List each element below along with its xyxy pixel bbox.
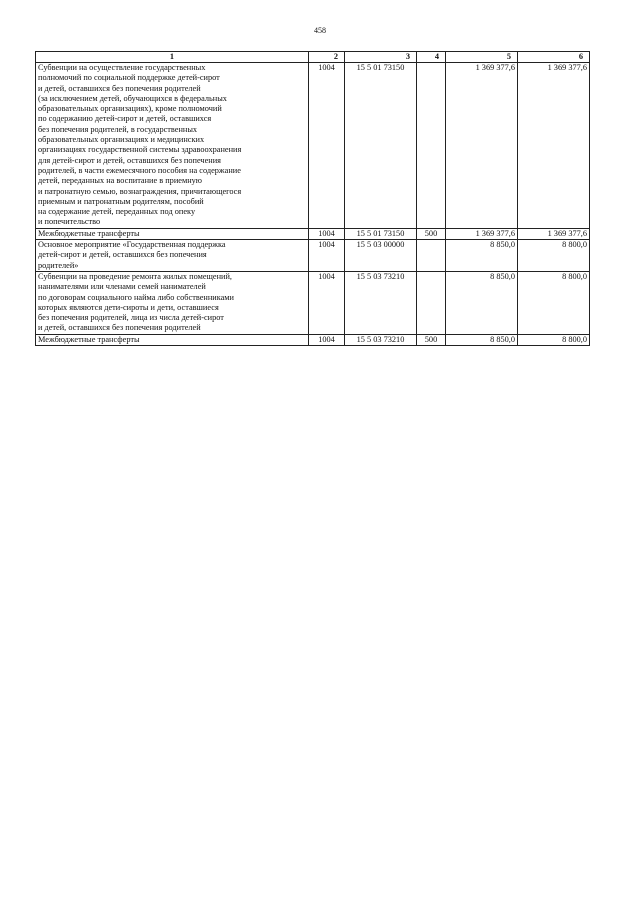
page-number: 458: [314, 26, 326, 35]
row-expense-type: [417, 63, 446, 229]
row-target-code: 15 5 03 73210: [345, 271, 417, 334]
row-name: Основное мероприятие «Государственная поддержка детей-сирот и детей, оставшихся без попечения родителей»: [36, 240, 309, 272]
row-amount-1: 1 369 377,6: [446, 228, 518, 239]
header-col-5: 5: [446, 52, 518, 63]
header-col-4: 4: [417, 52, 446, 63]
table-row: [36, 334, 590, 345]
row-amount-1: 1 369 377,6: [446, 63, 518, 229]
row-section: 1004: [309, 334, 345, 345]
row-amount-2: 1 369 377,6: [518, 228, 590, 239]
header-col-3: 3: [345, 52, 417, 63]
row-amount-1: 8 850,0: [446, 240, 518, 272]
row-name: Межбюджетные трансферты: [36, 334, 309, 345]
table-row: [36, 228, 590, 239]
header-col-1: 1: [36, 52, 309, 63]
table-row: [36, 63, 590, 229]
table-row: [36, 240, 590, 272]
row-expense-type: 500: [417, 334, 446, 345]
row-amount-2: 8 800,0: [518, 334, 590, 345]
header-row: [36, 52, 590, 63]
row-section: 1004: [309, 63, 345, 229]
row-section: 1004: [309, 240, 345, 272]
row-amount-2: 8 800,0: [518, 271, 590, 334]
row-amount-2: 1 369 377,6: [518, 63, 590, 229]
table-row: [36, 271, 590, 334]
header-col-2: 2: [309, 52, 345, 63]
row-target-code: 15 5 01 73150: [345, 228, 417, 239]
row-name: Субвенции на осуществление государственных полномочий по социальной поддержке детей-сирот и детей, оставшихся без попечения родителей (за исключением детей, обучающихся в федеральных образовательных организациях), кроме полномочий по содержанию детей-сирот и детей, оставшихся без попечения родителей, в государственных образовательных организациях и медицинских организациях государственной системы здравоохранения для детей-сирот и детей, оставшихся без попечения родителей, в части ежемесячного пособия на содержание детей, переданных на воспитание в приемную и патронатную семью, вознаграждения, причитающегося приемным и патронатным родителям, пособий на содержание детей, переданных под опеку и попечительство: [36, 63, 309, 229]
budget-table: [35, 51, 590, 346]
row-amount-2: 8 800,0: [518, 240, 590, 272]
row-amount-1: 8 850,0: [446, 271, 518, 334]
row-expense-type: 500: [417, 228, 446, 239]
row-expense-type: [417, 240, 446, 272]
row-section: 1004: [309, 228, 345, 239]
row-amount-1: 8 850,0: [446, 334, 518, 345]
row-name: Субвенции на проведение ремонта жилых помещений, нанимателями или членами семей нанимателей по договорам социального найма либо собственниками которых являются дети-сироты и дети, оставшиеся без попечения родителей, лица из числа детей-сирот и детей, оставшихся без попечения родителей: [36, 271, 309, 334]
row-target-code: 15 5 01 73150: [345, 63, 417, 229]
header-col-6: 6: [518, 52, 590, 63]
row-section: 1004: [309, 271, 345, 334]
row-target-code: 15 5 03 00000: [345, 240, 417, 272]
row-expense-type: [417, 271, 446, 334]
row-target-code: 15 5 03 73210: [345, 334, 417, 345]
row-name: Межбюджетные трансферты: [36, 228, 309, 239]
